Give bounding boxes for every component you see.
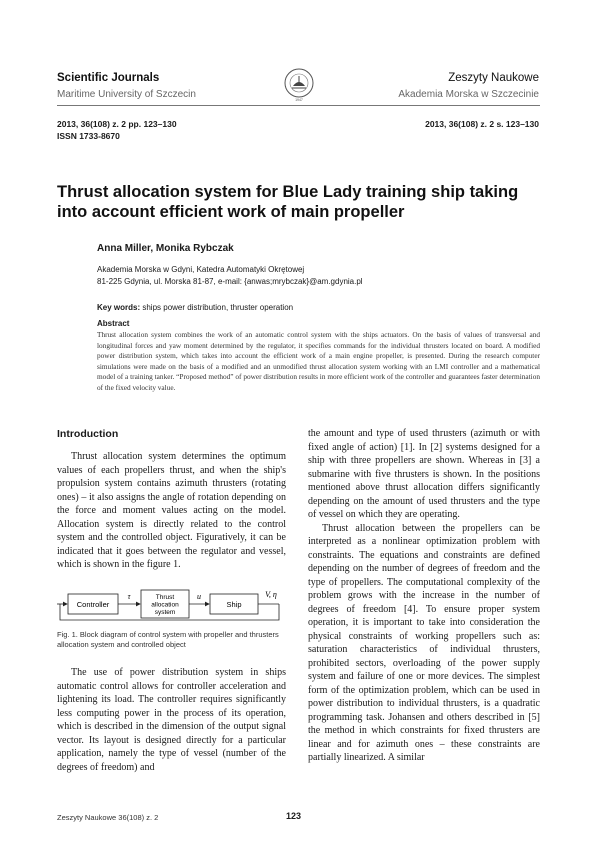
paper-title [57, 182, 540, 222]
journal-name-english: Scientific Journals [57, 72, 160, 84]
figure-1-caption: Fig. 1. Block diagram of control system with propeller and thrusters allocation system and controlled object [57, 630, 279, 649]
journal-name-polish: Zeszyty Naukowe [448, 72, 539, 84]
tau-signal-label: τ [127, 592, 131, 601]
allocation-label-2: allocation [151, 601, 179, 609]
issue-info-english: 2013, 36(108) z. 2 pp. 123–130 [57, 119, 177, 129]
authors: Anna Miller, Monika Rybczak [97, 243, 234, 254]
allocation-label-1: Thrust [155, 594, 175, 601]
affiliation-line-1: Akademia Morska w Gdyni, Katedra Automatyki Okrętowej [97, 265, 305, 274]
svg-text:1947: 1947 [295, 98, 303, 102]
issn: ISSN 1733-8670 [57, 131, 120, 141]
right-column [308, 427, 540, 765]
output-signal-label: V, η [265, 590, 277, 599]
keywords [97, 303, 293, 312]
allocation-label-3: system [154, 609, 176, 616]
keywords-text: ships power distribution, thruster operation [142, 303, 294, 312]
abstract-heading: Abstract [97, 319, 130, 328]
affiliation-line-2: 81-225 Gdynia, ul. Morska 81-87, e-mail: {anwas;mrybczak}@am.gdynia.pl [97, 277, 363, 286]
university-seal-logo [283, 66, 315, 104]
paper-title-line-1: Thrust allocation system for Blue Lady training ship taking [57, 183, 519, 201]
paper-title-line-2: into account efficient work of main propeller [57, 203, 405, 221]
footer-journal: Zeszyty Naukowe 36(108) z. 2 [57, 813, 159, 822]
u-signal-label: u [197, 592, 201, 601]
issue-info-polish: 2013, 36(108) z. 2 s. 123–130 [425, 119, 539, 129]
controller-label: Controller [76, 600, 110, 609]
institution-polish: Akademia Morska w Szczecinie [398, 89, 539, 100]
ship-label: Ship [226, 600, 242, 609]
left-column-bottom [57, 666, 286, 774]
figure-1-block-diagram [57, 582, 286, 622]
header-divider [57, 105, 540, 106]
paragraph-1: Thrust allocation system determines the optimum values of each propellers thrust, and when the ship's propulsion system contains azimuth thrusters (rotating ones) – it also assigns the angle of rotation depending on the force and moment values acting on the model. Allocation system is directly related to the control system and the controlled object. Figuratively, it can be indicated that it goes between the regulator and vessel, which is shown in the figure 1. [57, 451, 286, 570]
right-paragraph-2: Thrust allocation between the propellers can be interpreted as a nonlinear optimization problem with constraints. The equations and constraints are defined depending on the number of degrees of freedom and the type of propellers. The computational complexity of the problem grows with the increase in the number of degrees of freedom [4]. To ensure proper system operation, it is important to take into consideration the physical constraints of working propellers such as: saturation characteristics of individual thrusters, prohibited sectors, overloading of the power supply system and failure of one or more devices. The simplest form of the optimization problem, which can be used in power distribution to individual thrusters, is a quadratic programming task. Johansen and others described in [5] the method in which constraints for fixed thrusters are linear and for azimuth ones – these constraints are partially linearized. A similar [308, 522, 540, 763]
keywords-label: Key words: [97, 303, 141, 312]
institution-english: Maritime University of Szczecin [57, 89, 196, 100]
left-column-top [57, 450, 286, 572]
paragraph-2: The use of power distribution system in ships automatic control allows for controller acceleration and lightening its load. The controller requires significantly less computing power in the process of its operation, which is described in the dimension of the output signal vector. Its layout is designed directly for a particular application, namely the type of vessel (number of the degrees of freedom) and [57, 667, 286, 773]
right-paragraph-1: the amount and type of used thrusters (azimuth or with fixed angle of action) [1]. In [2] systems designed for a ship with three propellers are shown. Whereas in [3] a submarine with five thrusters is shown. In the positions mentioned above thrust allocation differs significantly depending on the amount of used thrusters and the type of vessel on which they are operating. [308, 428, 540, 520]
abstract-text: Thrust allocation system combines the work of an automatic control system with the ships actuators. On the basis of values of transversal and longitudinal forces and yaw moment determined by the regulator, it specifies commands for the individual thrusters located on board. A modified power distribution system, which takes into account the efficient work of a main engine propeller, is presented. During the research computer simulations were made on the basis of a modified and an unmodified thrust allocation system working with an LMI controller and a mathematical model of a training tanker. “Proposed method” of power distribution results in more efficient work of the controller and guarantees faster determination of the fixed velocity value. [97, 330, 540, 392]
page-number: 123 [286, 811, 302, 821]
section-heading-introduction: Introduction [57, 428, 119, 440]
